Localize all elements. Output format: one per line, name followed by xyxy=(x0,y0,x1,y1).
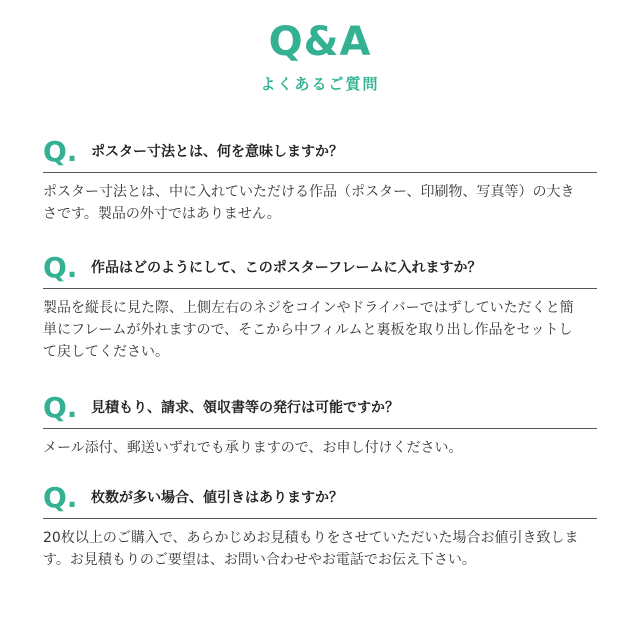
faq-question: 作品はどのようにして、このポスターフレームに入れますか？ xyxy=(91,260,482,276)
faq-item-insert-artwork xyxy=(43,252,597,363)
faq-answer: 製品を縦長に見た際、上側左右のネジをコインやドライバーではずしていただくと簡単にフレームが外れますので、そこから中フィルムと裏板を取り出し作品をセットして戻してください。 xyxy=(43,300,574,360)
faq-question: 見積もり、請求、領収書等の発行は可能ですか？ xyxy=(91,400,399,416)
page-header xyxy=(0,18,640,94)
faq-answer: 20枚以上のご購入で、あらかじめお見積もりをさせていただいた場合お値引き致します。お見積もりのご要望は、お問い合わせやお電話でお伝え下さい。 xyxy=(43,530,579,568)
q-mark: Q. xyxy=(43,391,78,424)
faq-question-row xyxy=(43,136,597,173)
faq-item-documents xyxy=(43,392,597,459)
faq-question: 枚数が多い場合、値引きはありますか？ xyxy=(91,490,343,506)
q-mark: Q. xyxy=(43,251,78,284)
page-title: Q&A xyxy=(268,19,372,65)
faq-question-row xyxy=(43,252,597,289)
faq-question-row xyxy=(43,482,597,519)
faq-item-discount xyxy=(43,482,597,571)
faq-answer: メール添付、郵送いずれでも承りますので、お申し付けください。 xyxy=(43,440,463,456)
faq-answer: ポスター寸法とは、中に入れていただける作品（ポスター、印刷物、写真等）の大きさです。製品の外寸ではありません。 xyxy=(43,184,575,222)
faq-question: ポスター寸法とは、何を意味しますか？ xyxy=(91,144,343,160)
faq-question-row xyxy=(43,392,597,429)
page-subtitle: よくあるご質問 xyxy=(260,75,380,93)
faq-item-dimensions xyxy=(43,136,597,225)
q-mark: Q. xyxy=(43,481,78,514)
q-mark: Q. xyxy=(43,135,78,168)
